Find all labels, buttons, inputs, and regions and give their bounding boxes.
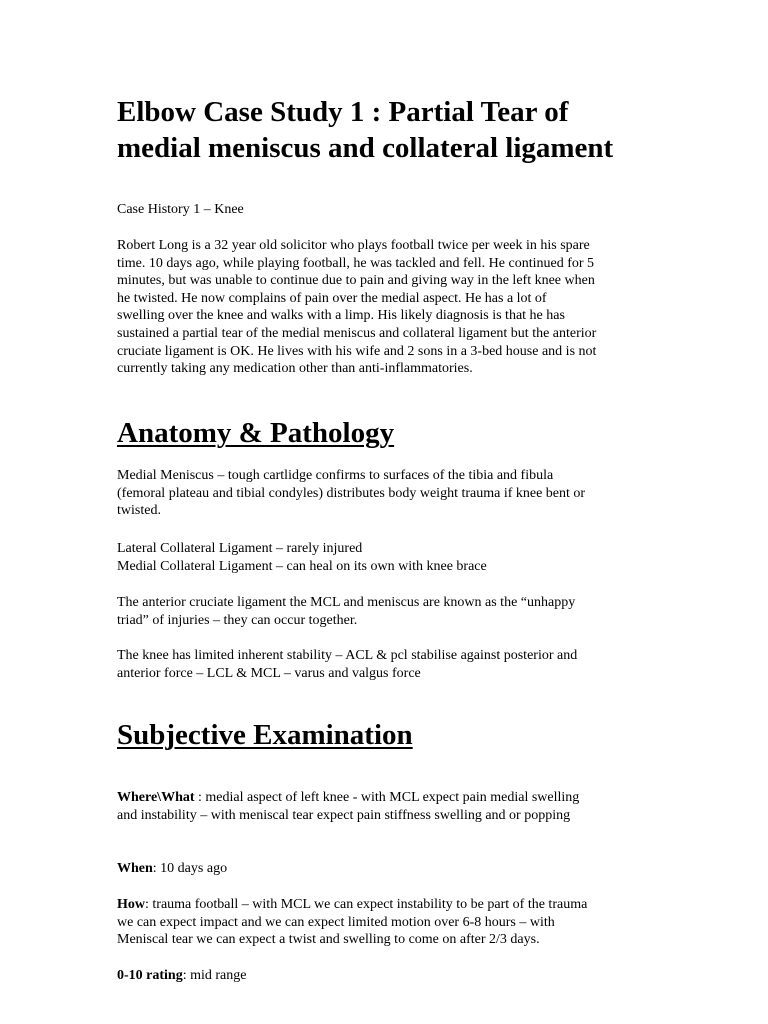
rating-text: : mid range (182, 968, 247, 983)
how-text: : trauma football – with MCL we can expect instability to be part of the trauma (145, 897, 588, 912)
case-history-line: he twisted. He now complains of pain over the medial aspect. He has a lot of (117, 290, 547, 306)
when-paragraph (117, 860, 657, 878)
subjective-heading: Subjective Examination (117, 719, 413, 751)
meniscus-line: (femoral plateau and tibial condyles) distributes body weight trauma if knee bent or (117, 485, 586, 501)
where-what-line (117, 789, 657, 807)
case-history-line: cruciate ligament is OK. He lives with his wife and 2 sons in a 3-bed house and is not (117, 343, 597, 359)
stability-line: anterior force – LCL & MCL – varus and valgus force (117, 665, 421, 681)
title-line-2: medial meniscus and collateral ligament (117, 132, 614, 164)
case-history-line: sustained a partial tear of the medial meniscus and collateral ligament but the anterior (117, 325, 597, 341)
ligament-line: Lateral Collateral Ligament – rarely injured (117, 541, 363, 556)
where-what-label: Where\What (117, 790, 195, 805)
when-text: : 10 days ago (152, 861, 228, 876)
meniscus-paragraph (117, 467, 657, 520)
case-history-heading: Case History 1 – Knee (117, 202, 244, 217)
stability-paragraph (117, 647, 657, 682)
ligament-line: Medial Collateral Ligament – can heal on its own with knee brace (117, 558, 487, 574)
triad-line: The anterior cruciate ligament the MCL and meniscus are known as the “unhappy (117, 595, 576, 610)
meniscus-line: Medial Meniscus – tough cartlidge confirms to surfaces of the tibia and fibula (117, 468, 554, 483)
ligament-paragraph (117, 540, 657, 575)
how-line (117, 896, 657, 914)
how-line: Meniscal tear we can expect a twist and swelling to come on after 2/3 days. (117, 932, 540, 948)
when-label: When (117, 861, 153, 876)
case-history-line: time. 10 days ago, while playing football, he was tackled and fell. He continued for 5 (117, 255, 595, 271)
triad-line: triad” of injuries – they can occur together. (117, 612, 358, 628)
rating-paragraph (117, 967, 657, 985)
document-title (117, 94, 677, 166)
rating-label: 0-10 rating (117, 968, 183, 983)
case-history-paragraph (117, 237, 657, 378)
meniscus-line: twisted. (117, 503, 161, 519)
case-history-line: currently taking any medication other than anti-inflammatories. (117, 361, 473, 377)
stability-line: The knee has limited inherent stability – ACL & pcl stabilise against posterior and (117, 648, 578, 663)
how-paragraph (117, 896, 657, 949)
where-what-paragraph (117, 789, 657, 824)
case-history-line: minutes, but was unable to continue due to pain and giving way in the left knee when (117, 273, 595, 289)
triad-paragraph (117, 594, 657, 629)
where-what-text: : medial aspect of left knee - with MCL expect pain medial swelling (194, 790, 580, 805)
title-line-1: Elbow Case Study 1 : Partial Tear of (117, 96, 569, 128)
case-history-line: swelling over the knee and walks with a limp. His likely diagnosis is that he has (117, 308, 565, 324)
how-label: How (117, 897, 145, 912)
where-what-line: and instability – with meniscal tear expect pain stiffness swelling and or popping (117, 807, 571, 823)
anatomy-heading: Anatomy & Pathology (117, 417, 395, 449)
case-history-line: Robert Long is a 32 year old solicitor who plays football twice per week in his spare (117, 238, 590, 253)
how-line: we can expect impact and we can expect limited motion over 6-8 hours – with (117, 914, 555, 930)
